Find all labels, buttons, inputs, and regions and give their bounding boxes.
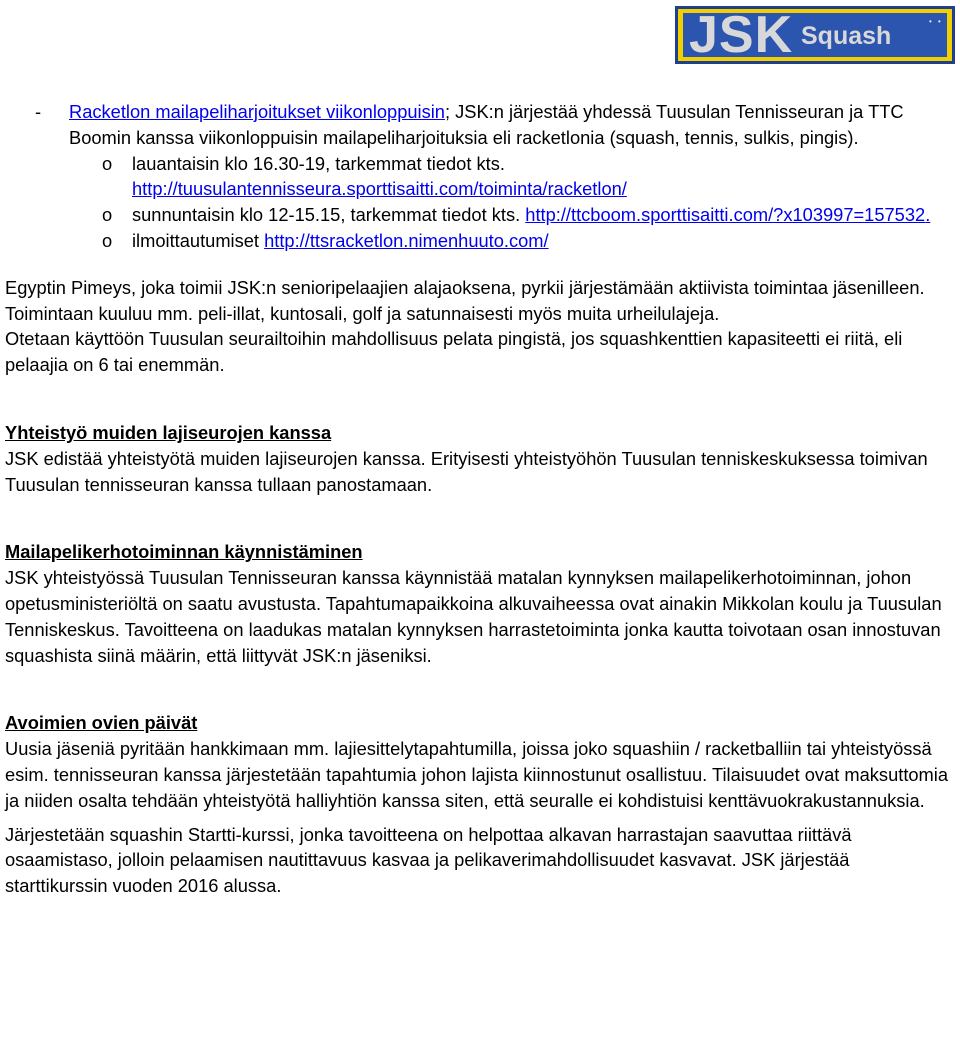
signup-item: [5, 228, 955, 254]
jsk-squash-logo: [675, 6, 955, 64]
mailapeli-heading: Mailapelikerhotoiminnan käynnistäminen: [5, 541, 363, 563]
bullet: o: [102, 229, 113, 251]
racketlon-link[interactable]: Racketlon mailapeliharjoitukset viikonloppuisin: [69, 101, 445, 122]
saturday-link[interactable]: http://tuusulantennisseura.sporttisaitti.com/toiminta/racketlon/: [132, 178, 627, 200]
logo-ball-icon: • •: [929, 17, 943, 26]
saturday-item: [5, 151, 955, 203]
logo-jsk-text: JSK: [689, 13, 794, 57]
sunday-link[interactable]: http://ttcboom.sporttisaitti.com/?x103997=157532: [525, 204, 926, 226]
dash-bullet: -: [35, 101, 42, 122]
yhteistyo-paragraph: JSK edistää yhteistyötä muiden lajiseurojen kanssa. Erityisesti yhteistyöhön Tuusulan tenniskeskuksessa toimivan Tuusulan tennisseuran kanssa tullaan panostamaan.: [5, 447, 928, 495]
yhteistyo-heading: Yhteistyö muiden lajiseurojen kanssa: [5, 421, 332, 443]
pingis-paragraph: Otetaan käyttöön Tuusulan seurailtoihin mahdollisuus pelata pingistä, jos squashkenttien kapasiteetti ei riitä, eli pelaajia on 6 tai enemmän.: [5, 328, 903, 376]
signup-link[interactable]: http://ttsracketlon.nimenhuuto.com/: [264, 229, 549, 251]
racketlon-list-item: [5, 99, 955, 151]
racketlon-text: ; JSK:n järjestää yhdessä Tuusulan Tennisseuran ja TTC Boomin kanssa viikonloppuisin mailapeliharjoituksia eli racketlonia (squash, tennis, sulkis, pingis).: [69, 101, 904, 148]
mailapeli-paragraph: JSK yhteistyössä Tuusulan Tennisseuran kanssa käynnistää matalan kynnyksen mailapelikerhotoiminnan, johon opetusministeriöltä on saatu avustusta. Tapahtumapaikkoina alkuvaiheessa ovat ainakin Mikkolan koulu ja Tuusulan Tenniskeskus. Tavoitteena on laadukas matalan kynnyksen harrastetoiminta jonka kautta toivotaan osan innostuvan squashista siinä määrin, että liittyvät JSK:n jäseniksi.: [5, 567, 942, 666]
avoimet-paragraph-1: Uusia jäseniä pyritään hankkimaan mm. lajiesittelytapahtumilla, joissa joko squashiin / racketballiin tai yhteistyössä esim. tennisseuran kanssa järjestetään tapahtumia johon lajista kiinnostunut osallistuu. Tilaisuudet ovat maksuttomia ja niiden osalta tehdään yhteistyötä halliyhtiön kanssa siten, että seuralle ei kohdistuisi kenttävuokrakustannuksia.: [5, 738, 949, 811]
document-body: [5, 99, 955, 899]
sunday-item: [5, 202, 955, 228]
saturday-text: lauantaisin klo 16.30-19, tarkemmat tiedot kts.: [132, 152, 505, 174]
avoimet-heading: Avoimien ovien päivät: [5, 712, 198, 734]
sunday-text: sunnuntaisin klo 12-15.15, tarkemmat tiedot kts.: [132, 204, 521, 226]
logo-squash-text: Squash: [801, 22, 892, 50]
bullet: o: [102, 152, 113, 174]
signup-text: ilmoittautumiset: [132, 229, 259, 251]
avoimet-paragraph-2: Järjestetään squashin Startti-kurssi, jonka tavoitteena on helpottaa alkavan harrastajan saavuttaa riittävä osaamistaso, jolloin pelaamisen nautittavuus kasvaa ja pelikaverimahdollisuudet kasvavat. JSK järjestää starttikurssin vuoden 2016 alussa.: [5, 823, 852, 897]
sunday-link-end[interactable]: .: [925, 204, 931, 226]
egyptin-paragraph: Egyptin Pimeys, joka toimii JSK:n senioripelaajien alajaoksena, pyrkii järjestämään aktiivista toimintaa jäsenilleen. Toimintaan kuuluu mm. peli-illat, kuntosali, golf ja satunnaisesti myös muita urheilulajeja.: [5, 276, 925, 324]
logo-background: [683, 13, 947, 57]
bullet: o: [102, 204, 113, 226]
